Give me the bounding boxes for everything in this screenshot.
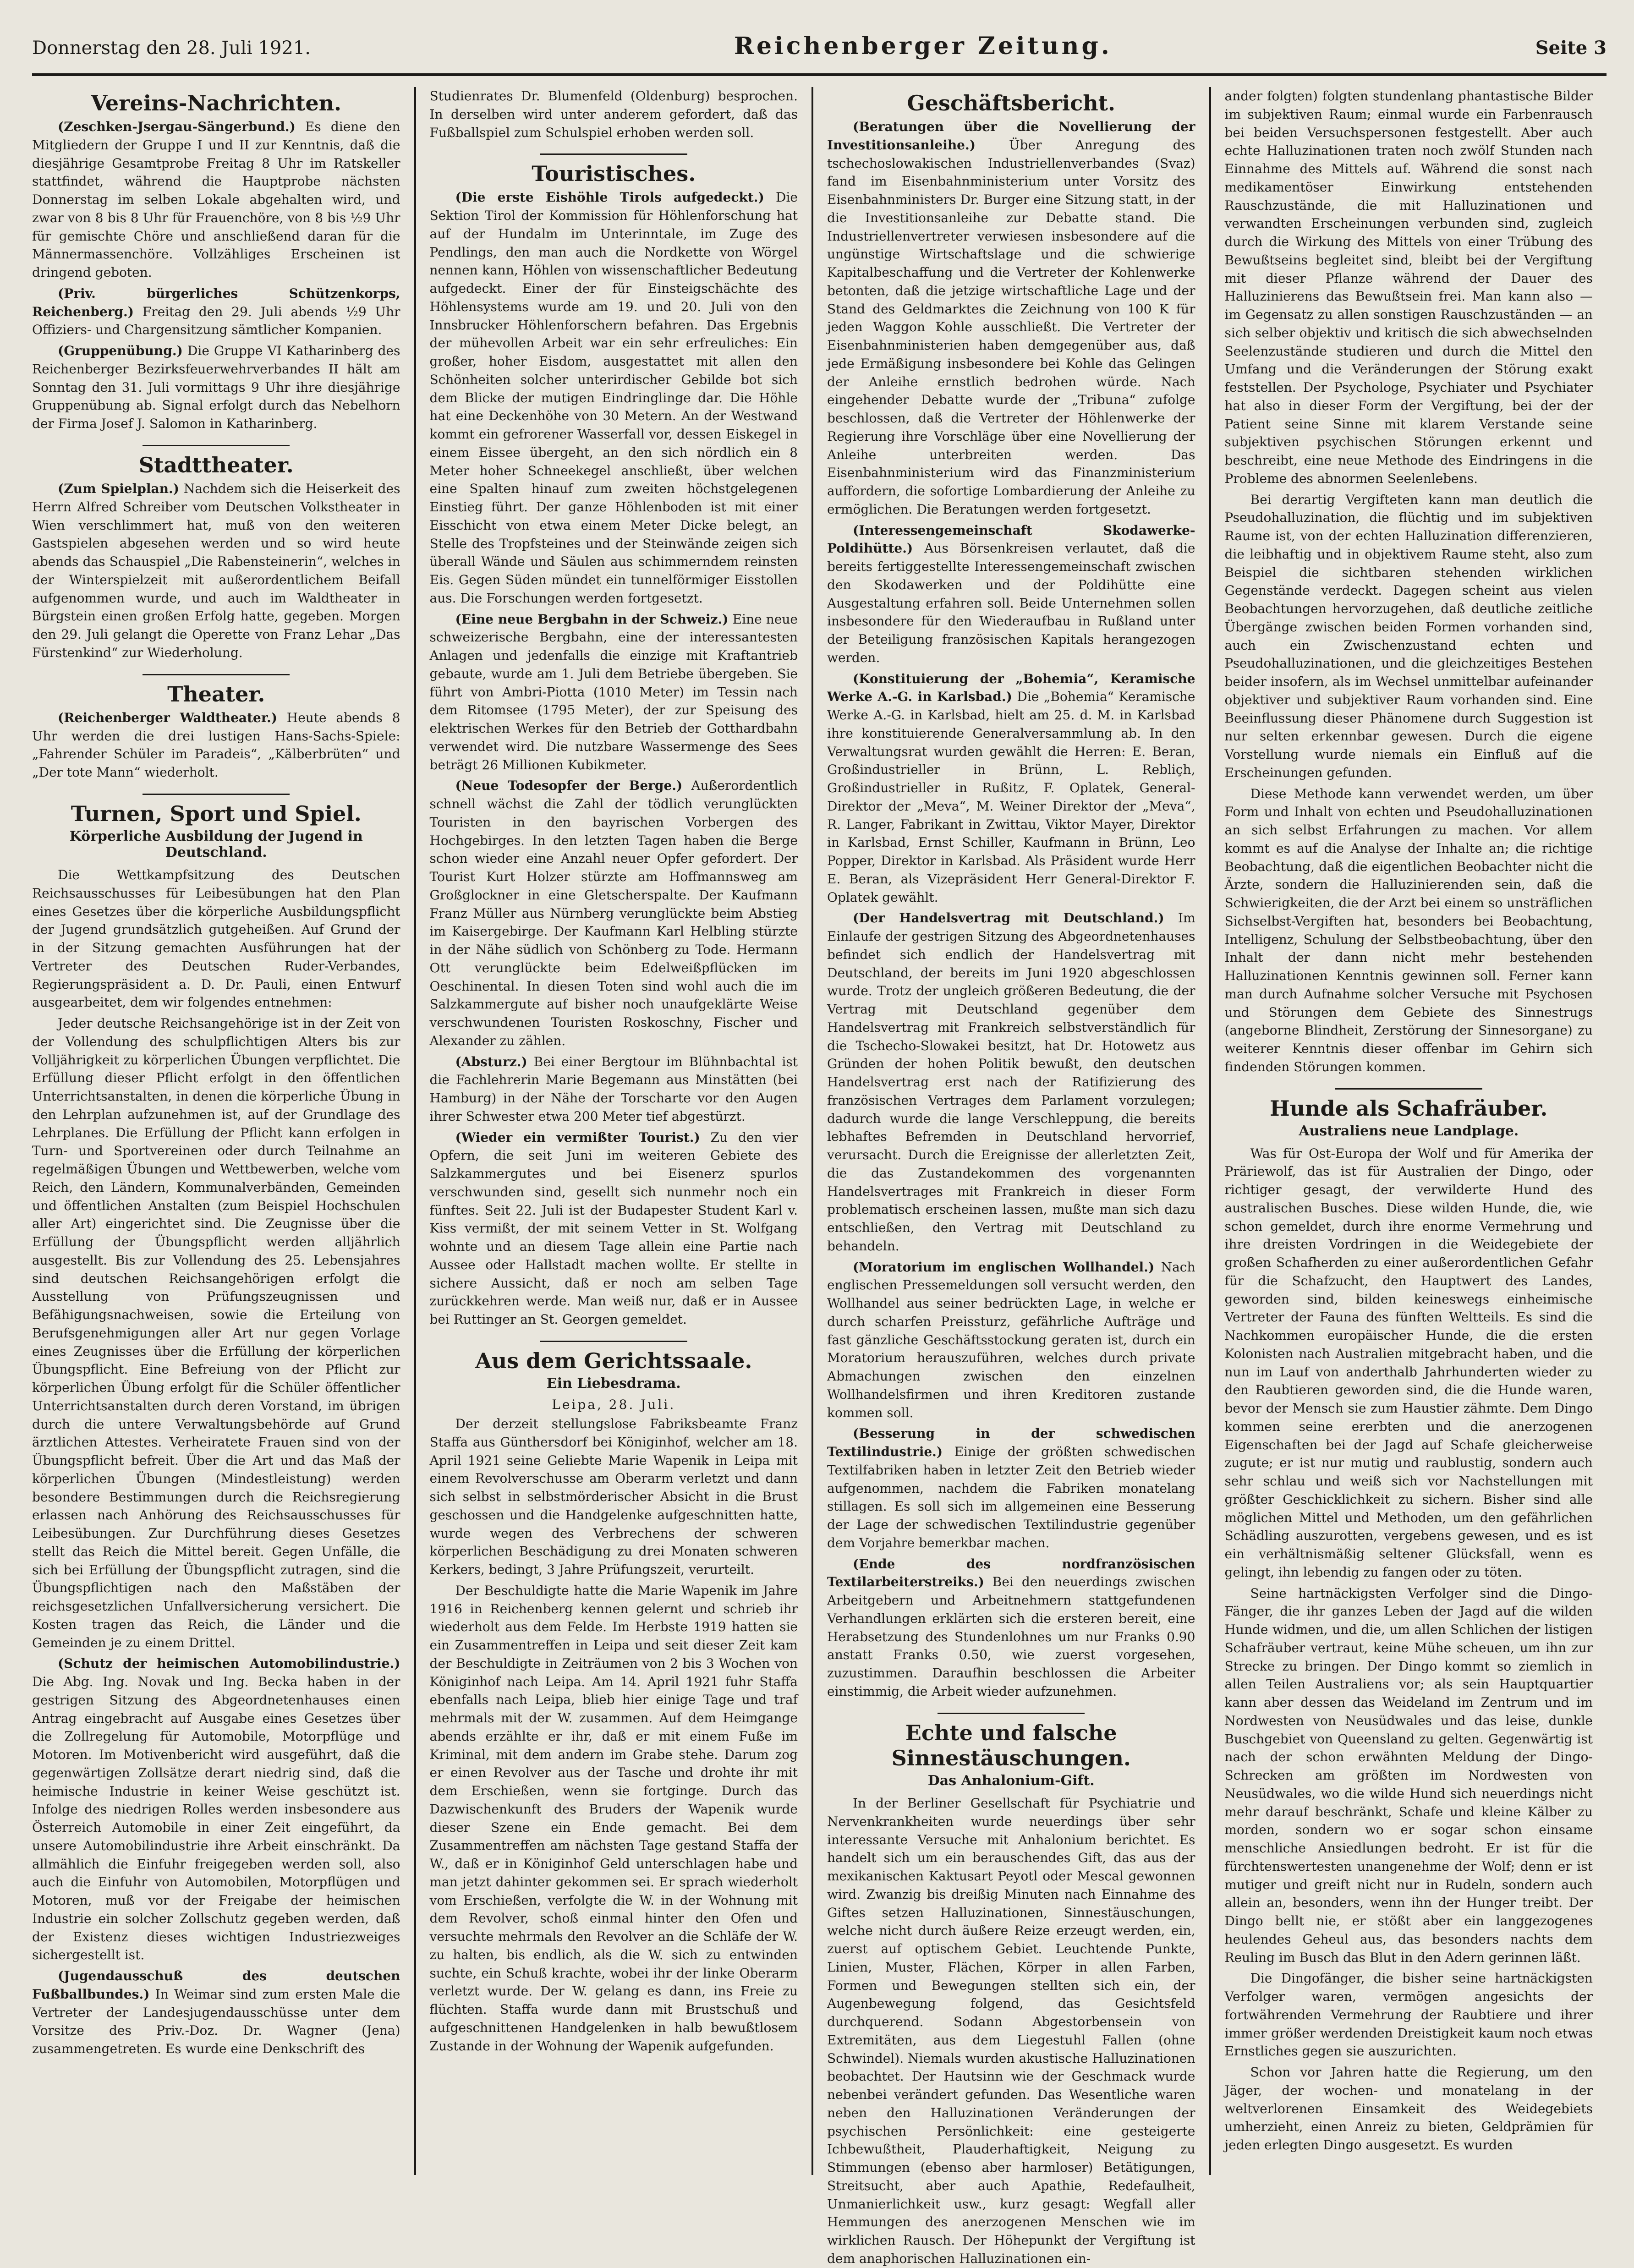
paragraph-text: Nachdem sich die Heiserkeit des Herrn Alfred Schreiber vom Deutschen Volkstheater in Wien verschlimmert hat, muß von den weiteren Gastspielen abgesehen werden und so wird heute abends das Schauspiel „Die Rabensteinerin“, welches in der Winterspielzeit mit außerordentlichem Beifall aufgenommen wurde, und auch im Waldtheater in Bürgstein einen großen Erfolg hatte, gegeben. Morgen den 29. Juli gelangt die Operette von Franz Lehar „Das Fürstenkind“ zur Wiederholung.: [32, 481, 400, 660]
article-paragraph: [32, 709, 400, 782]
article: [32, 682, 400, 782]
article-paragraph: [1225, 2063, 1593, 2154]
article-subhead: Australiens neue Landplage.: [1299, 1123, 1519, 1139]
paragraph-text: Die Abg. Ing. Novak und Ing. Becka haben in der gestrigen Sitzung des Abgeordnetenhauses einen Antrag eingebracht auf Ausgabe eines Gesetzes über die Zollregelung für Automobile, Motorpflüge und Motoren. Im Motivenbericht wird ausgeführt, daß die gegenwärtigen Zollsätze derart niedrig sind, daß die heimische Industrie in keiner Weise geschützt ist. Infolge des niedrigen Rolles werden insbesondere aus Österreich Automobile in einer Zeit eingeführt, da unsere Automobilindustrie ihre Arbeit einschränkt. Da allmählich die Einfuhr freigegeben werden soll, also auch die Einfuhr von Automobilen, Motorpflügen und Motoren, muß vor der Freigabe der heimischen Industrie ein solcher Zollschutz gegeben werden, daß der Existenz dieses wichtigen Industriezweiges sichergestellt ist.: [32, 1674, 400, 1963]
paragraph-text: Im Einlaufe der gestrigen Sitzung des Abgeordnetenhauses befindet sich endlich der Handelsvertrag mit Deutschland, der bereits im Juni 1920 abgeschlossen wurde. Trotz der ungleich größeren Bedeutung, die der Vertrag mit Deutschland gegenüber dem Handelsvertrag mit Frankreich selbstverständlich für die Tschecho-Slowakei besitzt, hat Dr. Hotowetz aus Gründen der hohen Politik bewußt, den deutschen Handelsvertrag erst nach der Ratifizierung des französischen Vertrages dem Parlament vorzulegen; dadurch wurde die lange Verschleppung, die bereits lebhaftes Befremden in Deutschland hervorrief, verursacht. Durch die Ereignisse der allerletzten Zeit, die das Zustandekommen des vorgenannten Handelsvertrages mit Frankreich in dieser Form problematisch erscheinen lassen, mußte man sich dazu entschließen, den Vertrag mit Deutschland zu behandeln.: [827, 910, 1195, 1254]
paragraph-lead: (Schutz der heimischen Automobilindustrie.): [58, 1656, 400, 1671]
issue-date: Donnerstag den 28. Juli 1921.: [32, 38, 311, 59]
article-headline: Theater.: [167, 681, 265, 707]
article-paragraph: [32, 118, 400, 282]
paragraph-text: Freitag den 29. Juli abends ½9 Uhr Offiziers- und Chargensitzung sämtlicher Kompanien.: [32, 304, 400, 338]
paragraph-text: Zu den vier Opfern, die seit Juni im weiteren Gebiete des Salzkammergutes und bei Eisenerz spurlos verschwunden sind, gesellt sich nunmehr noch ein fünftes. Seit 22. Juli ist der Budapester Student Karl v. Kiss vermißt, der mit seinem Vetter in St. Wolfgang wohnte und an diesem Tage allein eine Partie nach Aussee oder Hallstadt machen wollte. Er stellte in sichere Aussicht, daß er noch am selben Tage zurückkehren werde. Man weiß nur, daß er in Aussee bei Ruttinger an St. Georgen gemeldet.: [429, 1129, 798, 1327]
article-paragraph: [430, 87, 798, 142]
article-headline: Vereins-Nachrichten.: [91, 91, 342, 115]
paragraph-lead: (Moratorium im englischen Wollhandel.): [853, 1259, 1155, 1275]
paragraph-lead: (Der Handelsvertrag mit Deutschland.): [853, 910, 1164, 926]
paragraph-text: Einige der größten schwedischen Textilfabriken haben in letzter Zeit den Betrieb wieder aufgenommen, nachdem die Fabriken monatelang stillagen. Es soll sich im allgemeinen eine Besserung der Lage der schwedischen Textilindustrie gegenüber dem Vorjahre bemerkbar machen.: [827, 1444, 1195, 1550]
article-paragraph: [32, 342, 400, 433]
article-paragraph: [827, 1794, 1195, 2268]
paragraph-lead: (Ende des nordfranzösischen Textilarbeiterstreiks.): [827, 1556, 1195, 1590]
paragraph-lead: (Beratungen über die Novellierung der Investitionsanleihe.): [827, 119, 1195, 153]
paragraph-lead: (Priv. bürgerliches Schützenkorps, Reichenberg.): [32, 285, 400, 319]
column-4: [1211, 87, 1607, 2175]
article-paragraph: [1225, 1584, 1593, 1967]
article-paragraph: [32, 1967, 400, 2058]
article-paragraph: [1225, 87, 1593, 488]
article-paragraph: [1225, 785, 1593, 1076]
article-paragraph: [827, 118, 1195, 519]
paragraph-lead: (Besserung in der schwedischen Textilindustrie.): [827, 1426, 1195, 1460]
article-divider: [143, 674, 290, 675]
paragraph-text: Aus Börsenkreisen verlautet, daß die bereits fertiggestellte Interessengemeinschaft zwischen den Skodawerken und der Poldihütte eine Ausgestaltung erfahren soll. Beide Unternehmen sollen insbesondere für den Wiederaufbau in Rußland unter der Beteiligung französischen Kapitals herangezogen werden.: [827, 541, 1195, 665]
article-divider: [1335, 1088, 1482, 1090]
article-paragraph: [1225, 491, 1593, 782]
article-paragraph: [827, 670, 1195, 907]
article-headline: Echte und falsche Sinnestäuschungen.: [891, 1720, 1131, 1770]
article: [430, 87, 798, 142]
article-divider: [143, 445, 290, 446]
article: [1225, 1096, 1593, 2154]
paragraph-lead: (Absturz.): [455, 1054, 527, 1069]
paragraph-lead: (Eine neue Bergbahn in der Schweiz.): [455, 611, 729, 627]
paragraph-lead: (Zum Spielplan.): [58, 481, 179, 497]
paragraph-lead: (Interessengemeinschaft Skodawerke-Poldihütte.): [827, 522, 1195, 556]
article-paragraph: [32, 285, 400, 339]
paragraph-lead: (Gruppenübung.): [58, 343, 183, 359]
paragraph-text: Die „Bohemia“ Keramische Werke A.-G. in Karlsbad, hielt am 25. d. M. in Karlsbad ihre konstituierende Generalversammlung ab. In den Verwaltungsrat wurden gewählt die Herren: E. Beran, Großindustrieller in Brünn, L. Rebliçh, Großindustrieller in Rußitz, F. Oplatek, General-Direktor der „Meva“, M. Weiner Direktor der „Meva“, R. Langer, Fabrikant in Zwittau, Viktor Mayer, Direktor in Karlsbad, Ernst Schiller, Kaufmann in Brünn, Leo Popper, Direktor in Karlsbad. Als Präsident wurde Herr E. Beran, als Vizepräsident Herr General-Direktor F. Oplatek gewählt.: [827, 689, 1195, 905]
article-divider: [143, 794, 290, 795]
article: [827, 1720, 1195, 2268]
page-number: Seite 3: [1535, 37, 1607, 59]
paragraph-lead: (Zeschken-Jsergau-Sängerbund.): [58, 119, 296, 135]
paragraph-text: Der Beschuldigte hatte die Marie Wapenik im Jahre 1916 in Reichenberg kennen gelernt und schrieb ihr wiederholt aus dem Felde. Im Herbste 1919 hatten sie ein Zusammentreffen in Leipa und seit dieser Zeit kam der Beschuldigte in Zeiträumen von 2 bis 3 Wochen von Königinhof nach Leipa. Am 14. April 1921 fuhr Staffa ebenfalls nach Leipa, blieb hier einige Tage und traf mehrmals mit der W. zusammen. Auf dem Heimgange abends erzählte er ihr, daß er mit einem Fuße im Kriminal, mit dem andern im Grabe stehe. Darum zog er einen Revolver aus der Tasche und drohte ihr mit dem Erschießen, wenn sie fortginge. Durch das Dazwischenkunft des Bruders der Wapenik wurde dieser Szene ein Ende gemacht. Bei dem Zusammentreffen am nächsten Tage gestand Staffa der W., daß er in Königinhof Geld unterschlagen habe und man jetzt dahinter gekommen sei. Er sprach wiederholt vom Erschießen, verfolgte die W. in der Wohnung mit dem Revolver, schoß einmal hinter den Ofen und versuchte mehrmals den Revolver an die Schläfe der W. zu halten, bis endlich, als die W. sich zu entwinden suchte, ein Schuß krachte, wobei ihr der linke Oberarm verletzt wurde. Der W. gelang es dann, ins Freie zu flüchten. Staffa wurde dann mit Brustschuß und aufgeschnittenen Handgelenken in halb bewußtlosem Zustande in der Wohnung der Wapenik aufgefunden.: [429, 1583, 798, 2054]
article-paragraph: [32, 1654, 400, 1964]
paragraph-text: ander folgten) folgten stundenlang phantastische Bilder im subjektiven Raum; einmal wurde ein Farbenrausch bei beiden Versuchspersonen festgestellt. Aber auch echte Halluzinationen traten noch zwölf Stunden nach Einnahme des Mittels auf. Während die sonst nach medikamentöser Einwirkung entstehenden Rauschzustände, die mit Halluzinationen und verwandten Erscheinungen verbunden sind, zugleich durch die Wirkung des Mittels von einer Trübung des Bewußtseins begleitet sind, bleibt bei der Vergiftung mit dieser Pflanze während der Dauer des Halluzinierens das Bewußtsein frei. Man kann also — im Gegensatz zu allen sonstigen Rauschzuständen — an sich selber objektiv und kritisch die sich abwechselnden Seelenzustände studieren und durch die Mittel den Umfang und die Veränderungen der Störung exakt feststellen. Der Psychologe, Psychiater und Psychiater hat also in dieser Form der Vergiftung, bei der der Patient seine Sinne mit klarem Verstande seine subjektiven psychischen Störungen erkennt und beschreibt, eine neue Methode des Eindringens in die Probleme des abnormen Seelenlebens.: [1224, 88, 1593, 486]
paragraph-text: Diese Methode kann verwendet werden, um über Form und Inhalt von echten und Pseudohalluzinationen an sich selbst Erfahrungen zu machen. Vor allem kommt es auf die Analyse der Inhalte an; die richtige Beobachtung, daß die eigentlichen Beobachter nicht die Ärzte, sondern die Halluzinierenden sein, daß die Schwierigkeiten, die der Arzt bei einem so unsträflichen Sichselbst-Vergiften hat, besonders bei Beobachtung, Intelligenz, Schulung der Selbstbeobachtung, über den Inhalt der dann nicht mehr bestehenden Halluzinationen Kenntnis gewinnen soll. Ferner kann man durch Aufnahme solcher Versuche mit Psychosen und Störungen dem Gebiete des Sinnestrugs (angeborne Blindheit, Zerstörung der Sinnesorgane) zu weiterer Kenntnis dieser offenbar im Gehirn sich findenden Störungen kommen.: [1224, 786, 1593, 1074]
paragraph-text: Außerordentlich schnell wächst die Zahl der tödlich verunglückten Touristen in den bayrischen Vorbergen des Hochgebirges. In den letzten Tagen haben die Berge schon wieder eine Anzahl neuer Opfer gefordert. Der Tourist Kurt Holzer stürzte am Hoffmannsweg am Großglockner in eine Gletscherspalte. Der Kaufmann Franz Müller aus Nürnberg verunglückte beim Abstieg im Kaisergebirge. Der Kaufmann Karl Helbling stürzte in der Nähe südlich von Schönberg zu Tode. Hermann Ott verunglückte beim Edelweißpflücken im Oeschinental. In diesen Toten sind wohl auch die im Salzkammergute auf bisher noch unaufgeklärte Weise verschwundenen Touristen Roskoschny, Fischer und Alexander zu zählen.: [429, 778, 798, 1048]
article-headline: Touristisches.: [532, 161, 696, 186]
paragraph-text: Nach englischen Pressemeldungen soll versucht werden, den Wollhandel aus seiner bedrückten Lage, in welche er durch scharfen Preissturz, gefährliche Aufträge und fast gänzliche Geschäftsstockung geraten ist, durch ein Moratorium herauszuführen, welches durch private Abmachungen zwischen den einzelnen Wollhandelsfirmen und ihren Kreditoren zustande kommen soll.: [827, 1259, 1195, 1420]
paragraph-lead: (Die erste Eishöhle Tirols aufgedeckt.): [455, 190, 764, 205]
article-divider: [938, 1713, 1085, 1714]
article-headline: Geschäftsbericht.: [907, 91, 1115, 115]
paragraph-lead: (Jugendausschuß des deutschen Fußballbundes.): [32, 1968, 400, 2002]
paragraph-text: Der derzeit stellungslose Fabriksbeamte Franz Staffa aus Günthersdorf bei Königinhof, welcher am 18. April 1921 seine Geliebte Marie Wapenik in Leipa mit einem Revolverschusse am Oberarm verletzt und dann sich selbst in selbstmörderischer Absicht in die Brust geschossen und die Handgelenke aufgeschnitten hatte, wurde wegen des Verbrechens der schweren körperlichen Beschädigung zu drei Monaten schweren Kerkers, bedingt, 3 Jahre Prüfungszeit, verurteilt.: [429, 1416, 798, 1578]
article-subhead: Ein Liebesdrama.: [546, 1375, 681, 1392]
article-divider: [540, 153, 687, 155]
paragraph-text: Jeder deutsche Reichsangehörige ist in der Zeit von der Vollendung des schulpflichtigen Alters bis zur Volljährigkeit zu körperlichen Übungen verpflichtet. Die Erfüllung dieser Pflicht erfolgt in den öffentlichen Unterrichtsanstalten, in denen die körperliche Übung in den Lehrplan aufzunehmen ist, auf der Grundlage des Lehrplanes. Die Erfüllung der Pflicht kann erfolgen in Turn- und Sportvereinen oder durch Teilnahme an regelmäßigen Übungen und Wettbewerben, welche vom Reich, den Ländern, Kommunalverbänden, Gemeinden und öffentlichen Anstalten (zum Beispiel Hochschulen aller Art) eingerichtet sind. Die Zeugnisse über die Erfüllung der Übungspflicht werden alljährlich ausgestellt. Bis zur Vollendung des 25. Lebensjahres sind deutschen Reichsangehörigen erfolgt die Ausstellung von Prüfungszeugnissen und Befähigungsnachweisen, sowie die Erteilung von Berufsgenehmigungen aller Art nur gegen Vorlage eines Zeugnisses über die Erfüllung der körperlichen Übungspflicht. Eine Befreiung von der Pflicht zur körperlichen Übung erfolgt für die Schüler öffentlicher Unterrichtsanstalten durch deren Vorstand, im übrigen durch die untere Verwaltungsbehörde auf Grund ärztlichen Attestes. Verheiratete Frauen sind von der Übungspflicht befreit. Über die Art und das Maß der körperlichen Übungen (Mindestleistung) werden besondere Bestimmungen durch die Reichsregierung erlassen nach Anhörung des Reichsausschusses für Leibesübungen. Zur Durchführung dieses Gesetzes stellt das Reich die Mittel bereit. Gegen Unfälle, die sich bei Erfüllung der Übungspflicht zutragen, sind die Übungspflichtigen nach den Maßstäben der reichsgesetzlichen Unfallversicherung versichert. Die Kosten tragen das Reich, die Länder und die Gemeinden je zu einem Drittel.: [32, 1016, 400, 1650]
article-headline: Turnen, Sport und Spiel.: [71, 801, 362, 826]
article-subhead: Das Anhalonium-Gift.: [927, 1773, 1095, 1789]
paragraph-text: Die Wettkampfsitzung des Deutschen Reichsausschusses für Leibesübungen hat den Plan eines Gesetzes über die körperliche Ausbildungspflicht der Jugend grundsätzlich gutgeheißen. Auf Grund der in der Sitzung gemachten Ausführungen hat der Vertreter des Deutschen Ruder-Verbandes, Regierungspräsident a. D. Dr. Pauli, einen Entwurf ausgearbeitet, dem wir folgendes entnehmen:: [32, 867, 400, 1010]
paragraph-text: Die Gruppe VI Katharinberg des Reichenberger Bezirksfeuerwehrverbandes II hält am Sonntag den 31. Juli vormittags 9 Uhr ihre diesjährige Gruppenübung ab. Signal erfolgt durch das Nebelhorn der Firma Josef J. Salomon in Katharinberg.: [32, 343, 400, 432]
article-paragraph: [32, 1014, 400, 1652]
article: [32, 91, 400, 433]
paragraph-text: Bei den neuerdings zwischen Arbeitgebern und Arbeitnehmern stattgefundenen Verhandlungen erklärten sich die ersteren bereit, eine Herabsetzung des Stundenlohnes um nur Franks 0.90 anstatt Franks 0.50, wie zuerst vorgesehen, zuzustimmen. Daraufhin beschlossen die Arbeiter einstimmig, die Arbeit wieder aufzunehmen.: [827, 1574, 1195, 1699]
paragraph-text: Bei einer Bergtour im Blühnbachtal ist die Fachlehrerin Marie Begemann aus Minstätten (bei Hamburg) in der Nähe der Torscharte vor den Augen ihrer Schwester etwa 200 Meter tief abgestürzt.: [429, 1054, 798, 1124]
article-paragraph: [827, 1424, 1195, 1552]
paragraph-text: Was für Ost-Europa der Wolf und für Amerika der Präriewolf, das ist für Australien der Dingo, oder richtiger gesagt, der verwilderte Hund des australischen Busches. Diese wilden Hunde, die, wie schon gemeldet, durch ihre enorme Vermehrung und ihre dreisten Vordringen in die Weidegebiete der großen Schafherden zu einer außerordentlichen Gefahr für die Schafzucht, den Hauptwert des Landes, geworden sind, bilden keineswegs einheimische Vertreter der Fauna des fünften Weltteils. Es sind die Nachkommen europäischer Hunde, die die ersten Kolonisten nach Australien mitgebracht haben, und die nun im Lauf von anderthalb Jahrhunderten wieder zu den Raubtieren geworden sind, die die Hunde waren, bevor der Mensch sie zum Haustier zähmte. Dem Dingo kommen seine ererbten und die anerzogenen Eigenschaften bei der Jagd auf Schafe gleicherweise zugute; er ist nur mutig und raublustig, sondern auch sehr schlau und weiß sich vor Nachstellungen mit größter Geschicklichkeit zu sichern. Bisher sind alle möglichen Mittel und Methoden, um den gefährlichen Schädling auszurotten, vergebens gewesen, und es ist ein verhältnismäßig seltener Glücksfall, wenn es gelingt, ihn lebendig zu fangen oder zu töten.: [1224, 1145, 1593, 1580]
article-paragraph: [827, 1258, 1195, 1422]
article-headline: Hunde als Schafräuber.: [1270, 1096, 1548, 1121]
paragraph-lead: (Reichenberger Waldtheater.): [58, 710, 277, 725]
article: [32, 453, 400, 662]
masthead: [32, 32, 1607, 76]
paragraph-lead: (Neue Todesopfer der Berge.): [455, 778, 683, 794]
article: [32, 801, 400, 2058]
article-paragraph: [430, 1129, 798, 1329]
article-paragraph: [827, 1555, 1195, 1701]
article-paragraph: [430, 1053, 798, 1126]
article-paragraph: [1225, 1969, 1593, 2060]
article-headline: Stadttheater.: [138, 452, 294, 477]
paragraph-lead: (Wieder ein vermißter Tourist.): [455, 1129, 700, 1145]
column-1: [32, 87, 416, 2175]
paragraph-text: Studienrates Dr. Blumenfeld (Oldenburg) besprochen. In derselben wird unter anderem gefordert, daß das Fußballspiel zum Schulspiel erhoben werden soll.: [429, 88, 798, 140]
article: [430, 161, 798, 1329]
article-paragraph: [430, 1582, 798, 2055]
paragraph-text: Heute abends 8 Uhr werden die drei lustigen Hans-Sachs-Spiele: „Fahrender Schüler im Paradeis“, „Kälberbrüten“ und „Der tote Mann“ wiederholt.: [32, 710, 400, 780]
article-paragraph: [827, 521, 1195, 667]
article-dateline: Leipa, 28. Juli.: [552, 1397, 676, 1413]
article-paragraph: [32, 480, 400, 662]
paragraph-lead: (Konstituierung der „Bohemia“, Keramische Werke A.-G. in Karlsbad.): [827, 671, 1195, 705]
article-paragraph: [430, 610, 798, 774]
article-divider: [540, 1341, 687, 1342]
article-subhead: Körperliche Ausbildung der Jugend in Deutschland.: [69, 828, 363, 860]
paragraph-text: In Weimar sind zum ersten Male die Vertreter der Landesjugendausschüsse unter dem Vorsitze des Priv.-Doz. Dr. Wagner (Jena) zusammengetreten. Es wurde eine Denkschrift des: [32, 1986, 400, 2056]
paragraph-text: Es diene den Mitgliedern der Gruppe I und II zur Kenntnis, daß die diesjährige Gesamtprobe Freitag 8 Uhr im Ratskeller stattfindet, während die Hauptprobe nächsten Donnerstag im selben Lokale abgehalten wird, und zwar von 8 bis 8 Uhr für Frauenchöre, von 8 bis ½9 Uhr für gemischte Chöre und anschließend daran für die Männermassenchöre. Vollzähliges Erscheinen ist dringend geboten.: [32, 119, 400, 280]
article: [430, 1348, 798, 2055]
article-paragraph: [32, 866, 400, 1012]
article-paragraph: [827, 909, 1195, 1255]
paper-name: Reichenberger Zeitung.: [734, 32, 1112, 60]
column-2: [416, 87, 814, 2175]
paragraph-text: Eine neue schweizerische Bergbahn, eine der interessantesten Anlagen und jedenfalls die einzige mit Kraftantrieb gebaute, wurde am 1. Juli dem Betriebe übergeben. Sie führt von Ambri-Piotta (1010 Meter) im Tessin nach dem Ritomsee (1795 Meter), der zur Speisung des elektrischen Werkes für den Betrieb der Gotthardbahn verwendet wird. Die nutzbare Wassermenge des Sees beträgt 26 Millionen Kubikmeter.: [429, 611, 798, 772]
article-paragraph: [430, 777, 798, 1050]
article: [827, 91, 1195, 1701]
article-paragraph: [1225, 1145, 1593, 1582]
paragraph-text: Schon vor Jahren hatte die Regierung, um den Jäger, der wochen- und monatelang in der weltverlorenen Einsamkeit des Weidegebiets umherzieht, einen Anreiz zu bieten, Geldprämien für jeden erlegten Dingo ausgesetzt. Es wurden: [1224, 2065, 1593, 2153]
article-paragraph: [430, 1415, 798, 1579]
column-3: [813, 87, 1211, 2266]
paragraph-text: Die Dingofänger, die bisher seine hartnäckigsten Verfolger waren, vermögen angesichts der fortwährenden Vermehrung der Raubtiere und ihrer immer größer werdenden Dreistigkeit kaum noch etwas Ernstliches gegen sie auszurichten.: [1224, 1971, 1593, 2059]
columns-area: [32, 87, 1607, 2266]
article: [1225, 87, 1593, 1076]
paragraph-text: Bei derartig Vergifteten kann man deutlich die Pseudohalluzination, die flüchtig und im subjektiven Raume ist, von der echten Halluzination differenzieren, die leibhaftig und in objektivem Raume steht, also zum Beispiel die sichtbaren stehenden wirklichen Gegenstände verdeckt. Dagegen scheint aus vielen Beobachtungen hervorzugehen, daß deutliche zeitliche Übergänge zwischen beiden Formen vorhanden sind, auch ein Zwischenzustand echten und Pseudohalluzinationen, und die gleichzeitiges Bestehen beider insofern, als im Wechsel unmittelbar aufeinander objektiver und subjektiver Raum vorhanden sind. Eine Beeinflussung dieser Phänomene durch Suggestion ist nur selten erkennbar gewesen. Durch die eigene Vorstellung wurde niemals ein Einfluß auf die Erscheinungen gefunden.: [1224, 492, 1593, 780]
paragraph-text: Seine hartnäckigsten Verfolger sind die Dingo-Fänger, die ihr ganzes Leben der Jagd auf die wilden Hunde widmen, und die, um allen Schlichen der listigen Schafräuber vertraut, keine Mühe scheuen, um ihn zur Strecke zu bringen. Der Dingo kommt so ziemlich in allen Teilen Australiens vor; als sein Hauptquartier kann aber dessen das Weideland im Zentrum und im Nordwesten von Neusüdwales und das leise, dunkle Buschgebiet von Queensland zu gelten. Gegenwärtig ist nach der schon erwähnten Meldung der Dingo-Schrecken am größten im Nordwesten von Neusüdwales, wo die wilde Hund sich neuerdings nicht mehr darauf beschränkt, Schafe und kleine Kälber zu morden, sondern wo er sogar schon einsame menschliche Ansiedlungen bedroht. Er ist für die fürchtenswertesten unangenehme der Wolf; denn er ist mutiger und greift nicht nur in Rudeln, sondern auch allein an, besonders, wenn ihn der Hunger treibt. Der Dingo bellt nie, er stößt aber ein langgezogenes heulendes Geheul aus, das besonders nachts dem Reuling im Busch das Blut in den Adern gerinnen läßt.: [1224, 1585, 1593, 1965]
paragraph-text: Die Sektion Tirol der Kommission für Höhlenforschung hat auf der Hundalm im Unterinntale, im Zuge des Pendlings, den man auch die Nordkette von Wörgel nennen kann, Höhlen von wissenschaftlicher Bedeutung aufgedeckt. Einer der für Einsteigschächte des Höhlensystems wurde am 19. und 20. Juli von den Innsbrucker Höhlenforschern befahren. Das Ergebnis der mühevollen Arbeit war ein sehr erfreuliches: Ein großer, hoher Eisdom, ausgestattet mit allen den Schönheiten solcher unterirdischer Gebilde bot sich dem Blicke der mutigen Eindringlinge dar. Die Höhle hat eine Deckenhöhe von 30 Metern. An der Westwand kommt ein gefrorener Wasserfall vor, dessen Eiskegel in einem Eissee übergeht, an den sich nördlich ein 8 Meter hoher Schneekegel anschließt, über welchen eine Spalten hinauf zum zweiten höchstgelegenen Einstieg führt. Der ganze Höhlenboden ist mit einer Eisschicht von etwa einem Meter Dicke belegt, an Stelle des Tropfsteines und der Steinwände zeigen sich überall Wände und Säulen aus schimmerndem reinsten Eis. Gegen Süden mündet ein tunnelförmiger Eisstollen aus. Die Forschungen werden fortgesetzt.: [429, 190, 798, 606]
article-headline: Aus dem Gerichtssaale.: [475, 1348, 752, 1373]
paragraph-text: Über Anregung des tschechoslowakischen Industriellenverbandes (Svaz) fand im Eisenbahnministerium unter Vorsitz des Eisenbahnministers Dr. Burger eine Sitzung statt, in der die Investitionsanleihe zur Debatte stand. Die Industriellenvertreter verwiesen insbesondere auf die ungünstige Wirtschaftslage und die schwierige Kapitalbeschaffung und die Vertreter der Kohlenwerke betonten, daß die jetzige wirtschaftliche Lage und der Stand des Geldmarktes die Zeichnung von 100 K für jeden Waggon Kohle ausschließt. Die Vertreter der Eisenbahnministerien haben demgegenüber aus, daß jede Ermäßigung insbesondere bei Kohle das Gelingen der Anleihe ernstlich bedrohen würde. Nach eingehender Debatte wurde der „Tribuna“ zufolge beschlossen, daß die Vertreter der Höhlenwerke der Regierung ihre Vorschläge über eine Novellierung der Anleihe unterbreiten werden. Das Eisenbahnministerium wird das Finanzministerium auffordern, die sofortige Lombardierung der Anleihe zu ermöglichen. Die Beratungen werden fortgesetzt.: [827, 137, 1195, 517]
paragraph-text: In der Berliner Gesellschaft für Psychiatrie und Nervenkrankheiten wurde neuerdings über sehr interessante Versuche mit Anhalonium berichtet. Es handelt sich um ein berauschendes Gift, das aus der mexikanischen Kaktusart Peyotl oder Mescal gewonnen wird. Zwanzig bis dreißig Minuten nach Einnahme des Giftes setzen Halluzinationen, Sinnestäuschungen, welche nicht durch äußere Reize erzeugt werden, ein, zuerst auf optischem Gebiet. Leuchtende Punkte, Linien, Muster, Flächen, Körper in allen Farben, Formen und Bewegungen stellten sich ein, der Augenbewegung folgend, das Gesichtsfeld durchquerend. Sodann Abgestorbensein von Extremitäten, aus dem Liegestuhl Fallen (ohne Schwindel). Niemals wurden akustische Halluzinationen beobachtet. Der Hautsinn wie der Geschmack wurde nebenbei verändert gefunden. Das Wesentliche waren neben den Halluzinationen Veränderungen der psychischen Persönlichkeit: eine gesteigerte Ichbewußtheit, Plauderhaftigkeit, Neigung zu Stimmungen (ebenso aber harmloser) Betätigungen, Streitsucht, aber auch Apathie, Redefaulheit, Unmanierlichkeit usw., kurz gesagt: Wegfall aller Hemmungen des anerzogenen Menschen wie im wirklichen Rausch. Der Höhepunkt der Vergiftung ist dem anaphorischen Halluzinationen ein-: [827, 1796, 1195, 2266]
article-paragraph: [430, 188, 798, 607]
